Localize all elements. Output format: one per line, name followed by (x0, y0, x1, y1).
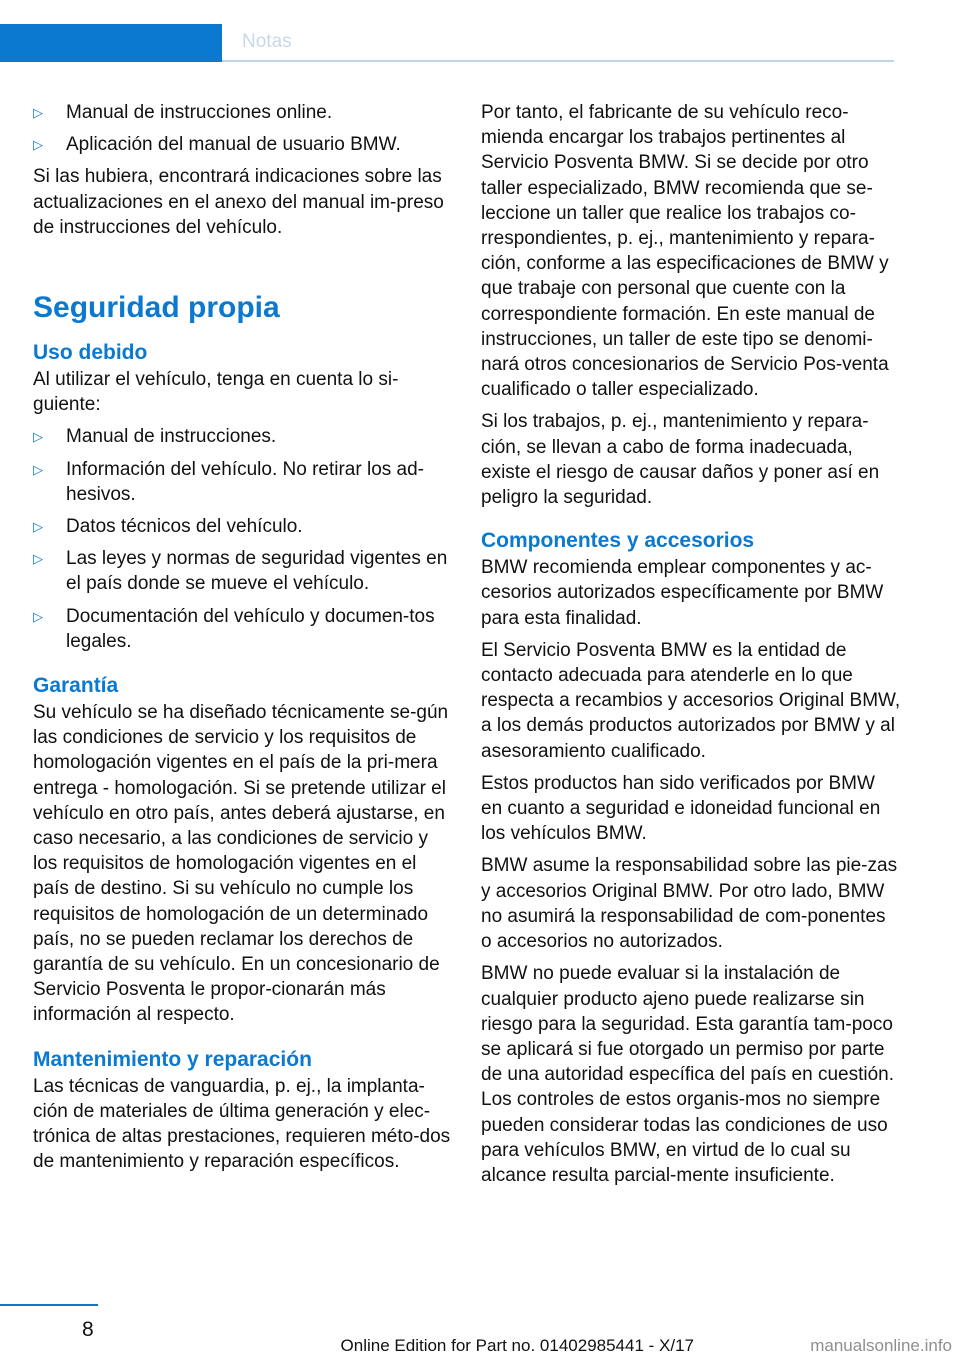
header-rule (222, 60, 894, 62)
watermark-link[interactable]: manualsonline.info (810, 1336, 952, 1355)
right-column (481, 100, 901, 1195)
list-item: ▷ Las leyes y normas de seguridad vigentes en el país donde se mueve el vehículo. (33, 546, 451, 596)
componentes-paragraph-4: BMW asume la responsabilidad sobre las pie-zas y accesorios Original BMW. Por otro lado, BMW no asumirá la responsabilidad de com-ponentes o accesorios no autorizados. (481, 855, 898, 953)
taller-paragraph: Por tanto, el fabricante de su vehículo reco-mienda encargar los trabajos pertinentes al Servicio Posventa BMW. Si se decide por otro taller especializado, BMW recomienda que se-leccione un taller que realice los trabajos co-rrespondientes, p. ej., mantenimiento y repara-ción, conforme a las especificaciones de BMW y que trabaje con personal que cuente con la correspondiente formación. En este manual de instrucciones, un taller de este tipo se denomi-nará otros concesionarios de Servicio Pos-venta cualificado o taller especializado. (481, 102, 889, 401)
section-title: Seguridad propia (33, 291, 280, 325)
subsection-title-garantia: Garantía (33, 674, 119, 698)
page-number: 8 (82, 1318, 94, 1341)
subsection-title-componentes: Componentes y accesorios (481, 529, 755, 553)
list-item: ▷ Datos técnicos del vehículo. (33, 514, 451, 539)
componentes-paragraph-3: Estos productos han sido verificados por BMW en cuanto a seguridad e idoneidad funcional en los vehículos BMW. (481, 772, 881, 845)
header-title: Notas (242, 31, 292, 52)
updates-paragraph: Si las hubiera, encontrará indicaciones sobre las actualizaciones en el anexo del manual im-preso de instrucciones del vehículo. (33, 166, 444, 238)
edition-note: Online Edition for Part no. 01402985441 - X/17 (340, 1336, 694, 1355)
footer-rule (0, 1304, 98, 1306)
garantia-paragraph: Su vehículo se ha diseñado técnicamente se-gún las condiciones de servicio y los requisitos de homologación vigentes en el país de la pri-mera entrega - homologación. Si se pretende utilizar el vehículo en otro país, antes deberá ajustarse, en caso necesario, a las condiciones de servicio y los requisitos de homologación vigentes en el país de destino. Si su vehículo no cumple los requisitos de homologación de un determinado país, no se pueden reclamar los derechos de garantía de su vehículo. En un concesionario de Servicio Posventa le propor-cionarán más información al respecto. (33, 702, 449, 1026)
list-item: ▷ Información del vehículo. No retirar los ad-hesivos. (33, 457, 451, 507)
list-item: ▷ Aplicación del manual de usuario BMW. (33, 132, 451, 157)
componentes-paragraph-1: BMW recomienda emplear componentes y ac-cesorios autorizados específicamente por BMW para esta finalidad. (481, 557, 884, 629)
header-accent-bar (0, 24, 222, 62)
left-column (33, 100, 451, 1182)
list-item: ▷ Documentación del vehículo y documen-tos legales. (33, 604, 451, 654)
componentes-paragraph-2: El Servicio Posventa BMW es la entidad de contacto adecuada para atenderle en lo que respecta a recambios y accesorios Original BMW, a los demás productos autorizados por BMW y al asesoramiento cualificado. (481, 639, 901, 762)
uso-list (33, 424, 451, 654)
subsection-title-uso: Uso debido (33, 341, 148, 365)
riesgo-paragraph: Si los trabajos, p. ej., mantenimiento y repara-ción, se llevan a cabo de forma inadecuada, existe el riesgo de causar daños y poner así en peligro la seguridad. (481, 411, 880, 509)
componentes-paragraph-5: BMW no puede evaluar si la instalación de cualquier producto ajeno puede realizarse sin riesgo para la seguridad. Esta garantía tam-poco se aplicará si fue otorgado un permiso por parte de una autoridad específica del país en cuestión. Los controles de estos organis-mos no siempre pueden considerar todas las condiciones de uso para vehículos BMW, en virtud de lo cual su alcance resulta parcial-mente insuficiente. (481, 963, 895, 1186)
list-item: ▷ Manual de instrucciones online. (33, 100, 451, 125)
mantenimiento-paragraph: Las técnicas de vanguardia, p. ej., la implanta-ción de materiales de última generación y elec-trónica de altas prestaciones, requieren méto-dos de mantenimiento y reparación específicos. (33, 1075, 451, 1173)
subsection-title-mantenimiento: Mantenimiento y reparación (33, 1047, 312, 1071)
uso-paragraph: Al utilizar el vehículo, tenga en cuenta lo si-guiente: (33, 369, 399, 416)
list-item: ▷ Manual de instrucciones. (33, 424, 451, 449)
online-sources-list (33, 100, 451, 157)
